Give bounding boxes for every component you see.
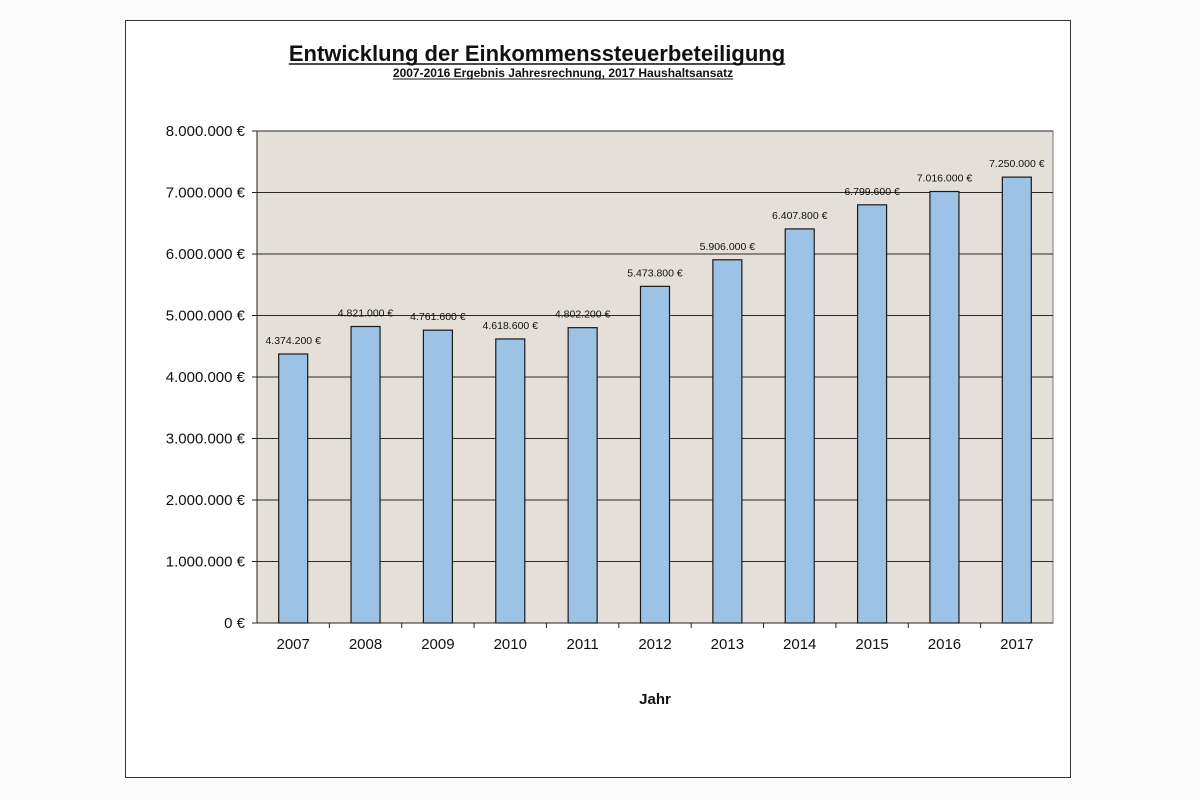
bar-2014 xyxy=(785,229,814,623)
bar-2015 xyxy=(858,205,887,623)
x-axis-ticks xyxy=(276,623,1033,653)
value-label-2012: 5.473.800 € xyxy=(627,267,683,280)
x-tick-label: 2008 xyxy=(348,636,383,653)
y-tick-label: 0 € xyxy=(224,615,245,632)
x-tick-label: 2012 xyxy=(638,636,672,653)
y-axis-ticks xyxy=(166,123,257,632)
y-tick-label: 8.000.000 € xyxy=(165,123,245,140)
x-tick-label: 2016 xyxy=(927,636,962,653)
value-label-2015: 6.799.600 € xyxy=(844,185,900,198)
y-tick-label: 4.000.000 € xyxy=(165,369,245,386)
value-label-2013: 5.906.000 € xyxy=(699,240,756,253)
chart-subtitle: 2007-2016 Ergebnis Jahresrechnung, 2017 Haushaltsansatz xyxy=(392,66,734,80)
x-axis-label: Jahr xyxy=(639,691,671,708)
value-label-2014: 6.407.800 € xyxy=(771,209,828,222)
y-tick-label: 3.000.000 € xyxy=(165,430,245,448)
value-label-2016: 7.016.000 € xyxy=(916,172,973,185)
bar-2011 xyxy=(568,328,597,623)
bar-2007 xyxy=(279,354,308,623)
value-label-2017: 7.250.000 € xyxy=(989,158,1045,171)
y-tick-label: 2.000.000 € xyxy=(165,492,245,509)
bar-2010 xyxy=(496,339,525,623)
bar-2012 xyxy=(641,286,670,623)
value-label-2007: 4.374.200 € xyxy=(265,334,321,347)
value-label-2010: 4.618.600 € xyxy=(482,319,539,332)
x-tick-label: 2017 xyxy=(1000,636,1034,653)
x-tick-label: 2007 xyxy=(276,636,310,653)
y-tick-label: 5.000.000 € xyxy=(165,307,245,325)
y-tick-label: 6.000.000 € xyxy=(165,246,245,263)
x-tick-label: 2014 xyxy=(783,636,817,653)
y-tick-label: 7.000.000 € xyxy=(165,184,245,202)
value-label-2009: 4.761.600 € xyxy=(410,311,466,324)
bar-chart xyxy=(126,21,1070,777)
bar-2008 xyxy=(351,327,380,623)
bar-2009 xyxy=(423,330,452,623)
value-label-2008: 4.821.000 € xyxy=(337,307,394,320)
value-label-2011: 4.802.200 € xyxy=(554,308,611,321)
x-tick-label: 2013 xyxy=(710,636,745,653)
x-tick-label: 2010 xyxy=(493,636,527,653)
x-tick-label: 2009 xyxy=(421,636,455,653)
bar-2016 xyxy=(930,192,959,623)
x-tick-label: 2011 xyxy=(566,636,599,653)
x-tick-label: 2015 xyxy=(855,636,889,653)
y-tick-label: 1.000.000 € xyxy=(165,553,245,571)
chart-title: Entwicklung der Einkommenssteuerbeteiligung xyxy=(288,41,786,66)
bar-2013 xyxy=(713,260,742,623)
chart-frame xyxy=(125,20,1071,778)
bar-2017 xyxy=(1002,177,1031,623)
